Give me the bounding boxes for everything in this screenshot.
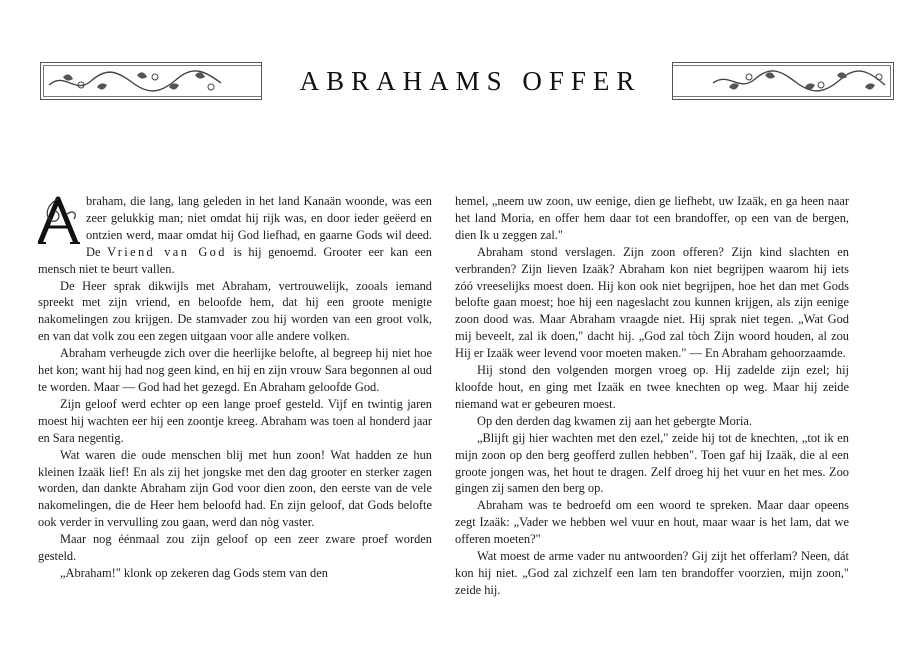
paragraph: hemel, „neem uw zoon, uw eenige, dien ge liefhebt, uw Izaäk, en ga heen naar het land Moria, en offer hem daar tot een brandoffer, op een van de bergen, dien Ik u zeggen zal."	[455, 194, 849, 242]
title-box	[261, 62, 673, 100]
paragraph	[38, 193, 432, 278]
paragraph: Hij stond den volgenden morgen vroeg op. Hij zadelde zijn ezel; hij kloofde hout, en ging met Izaäk en twee knechten op weg. Maar hij zeide niemand wat er gebeuren moest.	[455, 363, 849, 411]
vine-ornament-icon-right	[709, 67, 889, 95]
title-banner	[40, 62, 894, 100]
right-column	[455, 193, 849, 599]
svg-text:A: A	[58, 224, 60, 226]
paragraph: Zijn geloof werd echter op een lange proef gesteld. Vijf en twintig jaren moest hij wachten eer hij een zoontje kreeg. Abraham was toen al honderd jaar en Sara negentig.	[38, 396, 432, 445]
paragraph: Op den derden dag kwamen zij aan het gebergte Moria.	[477, 413, 753, 428]
paragraph: De Heer sprak dikwijls met Abraham, vertrouwelijk, zooals iemand spreekt met zijn vriend, en beloofde hem, dat hij een groote menigte nakomelingen zou krijgen. De stamvader zou hij worden van een groot volk, en van dat volk zou een zegen uitgaan voor alle andere volken.	[38, 278, 432, 344]
paragraph: „Blijft gij hier wachten met den ezel," zeide hij tot de knechten, „tot ik en mijn zoon op den berg geofferd zullen hebben". Toen gaf hij Izaäk, die al een groote jongen was, het hout te dragen. Zelf droeg hij het vuur en het mes. Zoo gingen zij samen den berg op.	[455, 430, 849, 496]
paragraph: Abraham was te bedroefd om een woord te spreken. Maar daar opeens zegt Izaäk: „Vader we hebben wel vuur en hout, maar waar is het lam, dat we offeren moeten?"	[455, 498, 849, 547]
paragraph: Maar nog éénmaal zou zijn geloof op een zeer zware proef worden gesteld.	[38, 532, 432, 564]
page-title: ABRAHAMS OFFER	[299, 65, 642, 96]
dropcap-letter-icon	[36, 195, 80, 247]
paragraph: Abraham verheugde zich over die heerlijke belofte, al begreep hij niet hoe het kon; want hij had nog geen kind, en hij en zijn vrouw Sara begonnen al oud te worden. Maar — God had het gezegd. En Abraham geloofde God.	[38, 346, 432, 394]
left-column	[38, 193, 432, 582]
paragraph: Wat moest de arme vader nu antwoorden? Gij zijt het offerlam? Neen, dát kon hij niet. „God zal zichzelf een lam ten brandoffer voorzien, mijn zoon," zeide hij.	[455, 549, 849, 597]
paragraph: Wat waren die oude menschen blij met hun zoon! Wat hadden ze hun kleinen Izaäk lief! En als zij het jongske met den dag grooter en sterker zagen worden, dan dankte Abraham zijn God voor dien zoon, den eerste van de vele nakomelingen, die de Heer hem beloofd had. En zijn geloof, dat Gods belofte ook verder in vervulling zou gaan, werd dan nòg vaster.	[38, 447, 432, 530]
paragraph-lead: braham, die lang, lang geleden in het land Kanaän woonde, was een zeer gelukkig man; niet omdat hij rijk was, en door ieder geëerd en ontzien werd, maar omdat hij God liefhad, en gaarne Gods wil deed. De	[86, 194, 432, 259]
vriend-van-god-text: Vriend van God	[107, 244, 227, 259]
paragraph: „Abraham!" klonk op zekeren dag Gods stem van den	[60, 565, 328, 580]
vine-ornament-icon-left	[45, 67, 225, 95]
paragraph: Abraham stond verslagen. Zijn zoon offeren? Zijn kind slachten en verbranden? Zijn lieven Izaäk? Abraham kon niet begrijpen waarom hij iets zóó vreeselijks moest doen. Hij kon ook niet begrijpen, hoe het dan met Gods belofte gaan moest; hoe hij een nageslacht zou kunnen krijgen, als zijn eenige zoon dood was. Maar Abraham vraagde niet. Hij sprak niet tegen. „Wat God mij beveelt, zal ik doen," dacht hij. „God zal tòch Zijn woord houden, al zou Hij er Izaäk weer levend voor moeten maken." — En Abraham gehoorzaamde.	[455, 244, 849, 361]
paragraph-tail: is hij genoemd. Grooter eer kan een mensch niet te beurt vallen.	[38, 244, 432, 276]
